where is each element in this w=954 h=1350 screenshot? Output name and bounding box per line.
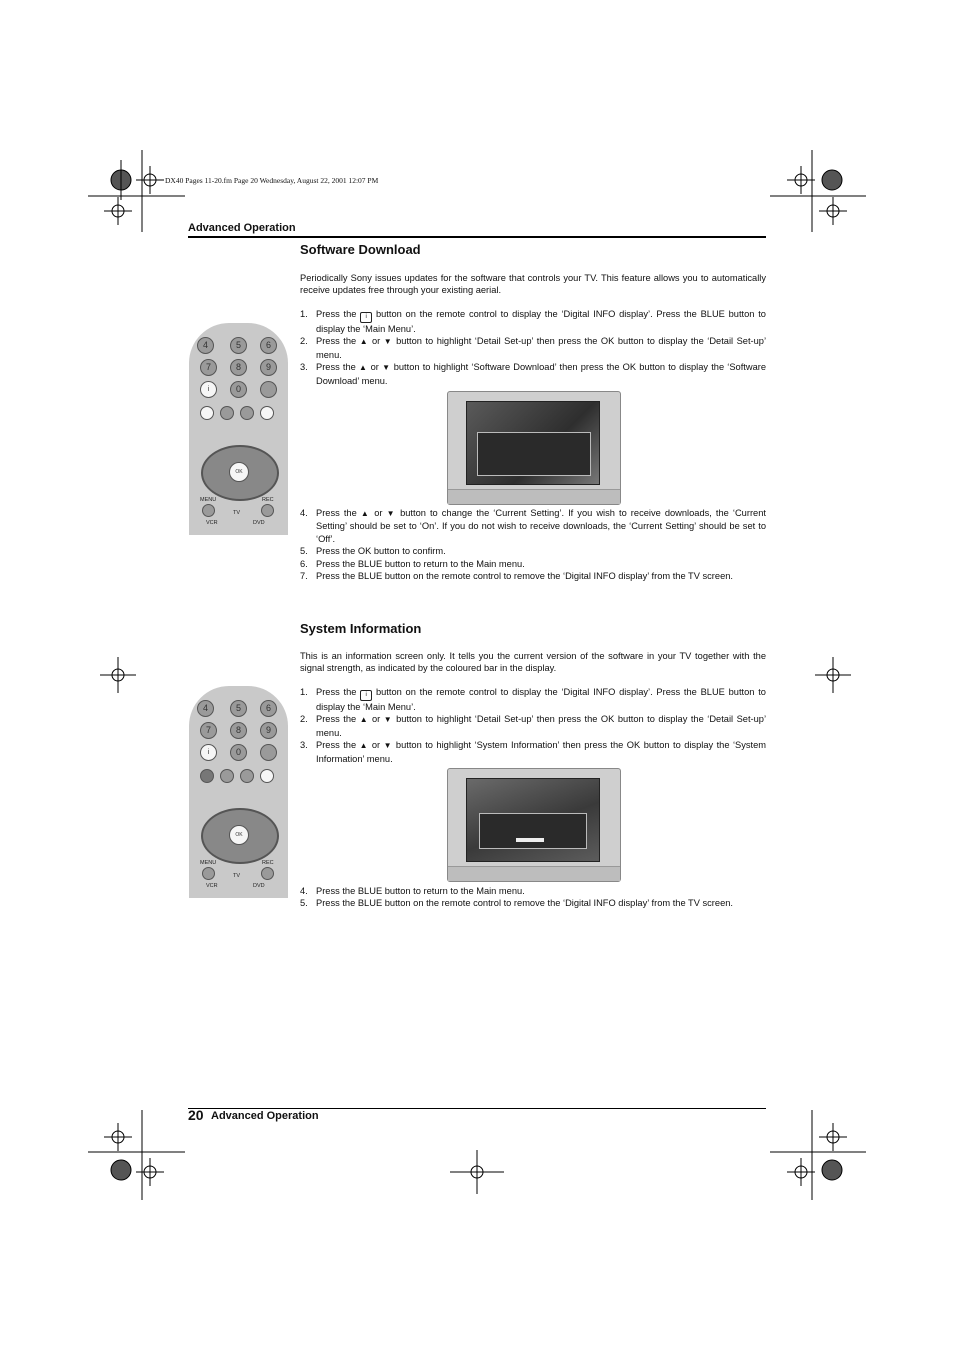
list-item: 5. Press the OK button to confirm. <box>300 546 446 557</box>
list-item: 5. Press the BLUE button on the remote control to remove the ‘Digital INFO display’ from the TV screen. <box>300 898 733 909</box>
list-item: 1. Press the i button on the remote control to display the ‘Digital INFO display’. Press the BLUE button to display the ‘Main Menu’. <box>300 687 766 712</box>
up-arrow-icon: ▲ <box>359 741 369 751</box>
list-item: 3. Press the ▲ or ▼ button to highlight ‘System Information’ then press the OK button to display the ‘System Information’ menu. <box>300 740 767 764</box>
up-arrow-icon: ▲ <box>359 337 369 347</box>
remote-button-0: 0 <box>230 744 247 761</box>
header-rule <box>188 236 766 238</box>
digital-info-icon: i <box>200 744 217 761</box>
file-info: DX40 Pages 11-20.fm Page 20 Wednesday, August 22, 2001 12:07 PM <box>165 176 379 185</box>
system-information-title: System Information <box>300 621 422 636</box>
down-arrow-icon: ▼ <box>382 363 391 373</box>
remote-button-7: 7 <box>200 359 217 376</box>
remote-button-0: 0 <box>230 381 247 398</box>
menu-label: MENU <box>200 860 217 866</box>
remote-button-return <box>260 381 277 398</box>
software-download-intro: Periodically Sony issues updates for the software that controls your TV. This feature allows you to automatically receive updates free through your existing aerial. <box>300 273 766 296</box>
down-arrow-icon: ▼ <box>383 337 393 347</box>
system-information-steps-b <box>300 885 766 910</box>
remote-button-yellow <box>240 406 254 420</box>
system-information-steps-a <box>300 686 766 765</box>
dvd-label: DVD <box>253 883 265 889</box>
remote-button-6: 6 <box>260 700 277 717</box>
digital-info-icon: i <box>360 312 372 323</box>
up-arrow-icon: ▲ <box>360 509 371 518</box>
tv-screen <box>466 778 600 862</box>
software-download-steps-a <box>300 308 766 387</box>
list-item: 2. Press the ▲ or ▼ button to highlight ‘Detail Set-up’ then press the OK button to display the ‘Detail Set-up’ menu. <box>300 336 767 360</box>
remote-button-6: 6 <box>260 337 277 354</box>
down-arrow-icon: ▼ <box>386 509 396 518</box>
list-item: 1. Press the i button on the remote control to display the ‘Digital INFO display’. Press the BLUE button to display the ‘Main Menu’. <box>300 309 766 334</box>
remote-button-menu <box>202 867 215 880</box>
list-item: 3. Press the ▲ or ▼ button to highlight ‘Software Download’ then press the OK button to display the ‘Software Download’ menu. <box>300 362 767 386</box>
remote-button-return <box>260 744 277 761</box>
section-label: Advanced Operation <box>188 222 296 234</box>
remote-button-menu <box>202 504 215 517</box>
remote-button-blue <box>260 406 274 420</box>
footer-section-label: Advanced Operation <box>211 1110 319 1122</box>
remote-button-red <box>200 406 214 420</box>
rec-label: REC <box>262 860 274 866</box>
menu-label: MENU <box>200 497 217 503</box>
vcr-label: VCR <box>206 520 218 526</box>
remote-button-green <box>220 406 234 420</box>
footer-rule <box>188 1108 766 1109</box>
tv-base <box>448 489 620 504</box>
list-item: 2. Press the ▲ or ▼ button to highlight ‘Detail Set-up’ then press the OK button to display the ‘Detail Set-up’ menu. <box>300 714 767 738</box>
remote-control-illustration <box>189 323 288 535</box>
ok-button-icon: OK <box>229 462 249 482</box>
software-download-title: Software Download <box>300 242 421 257</box>
remote-button-9: 9 <box>260 359 277 376</box>
ok-button-icon: OK <box>229 825 249 845</box>
tv-base <box>448 866 620 881</box>
remote-button-9: 9 <box>260 722 277 739</box>
tv-software-download-illustration <box>447 391 621 505</box>
remote-button-5: 5 <box>230 700 247 717</box>
list-item: 4. Press the BLUE button to return to the Main menu. <box>300 886 525 896</box>
software-download-menu <box>477 432 591 476</box>
list-item: 7. Press the BLUE button on the remote control to remove the ‘Digital INFO display’ from the TV screen. <box>300 571 733 582</box>
system-information-intro: This is an information screen only. It tells you the current version of the software in your TV together with the signal strength, as indicated by the coloured bar in the display. <box>300 651 766 674</box>
tv-screen <box>466 401 600 485</box>
remote-button-8: 8 <box>230 359 247 376</box>
system-information-menu <box>479 813 587 849</box>
remote-button-4: 4 <box>197 337 214 354</box>
remote-button-rec <box>261 504 274 517</box>
software-download-steps-b <box>300 507 766 582</box>
remote-button-8: 8 <box>230 722 247 739</box>
rec-label: REC <box>262 497 274 503</box>
down-arrow-icon: ▼ <box>383 715 393 725</box>
tv-system-information-illustration <box>447 768 621 882</box>
remote-button-red <box>200 769 214 783</box>
remote-button-yellow <box>240 769 254 783</box>
remote-button-7: 7 <box>200 722 217 739</box>
list-item: 6. Press the BLUE button to return to the Main menu. <box>300 558 525 569</box>
up-arrow-icon: ▲ <box>359 363 368 373</box>
vcr-label: VCR <box>206 883 218 889</box>
remote-button-4: 4 <box>197 700 214 717</box>
signal-strength-bar <box>516 838 544 842</box>
down-arrow-icon: ▼ <box>383 741 393 751</box>
list-item: 4. Press the ▲ or ▼ button to change the ‘Current Setting’. If you wish to receive downloads, the ‘Current Setting’ should be set to ‘On’. If you do not wish to receive downloads, the ‘Current Setting’ should be set to ‘Off’. <box>300 508 766 544</box>
page-number: 20 <box>188 1107 204 1123</box>
remote-button-green <box>220 769 234 783</box>
digital-info-icon: i <box>200 381 217 398</box>
remote-button-blue <box>260 769 274 783</box>
tv-label: TV <box>233 873 241 879</box>
dvd-label: DVD <box>253 520 265 526</box>
digital-info-icon: i <box>360 690 372 701</box>
remote-button-5: 5 <box>230 337 247 354</box>
remote-button-rec <box>261 867 274 880</box>
up-arrow-icon: ▲ <box>359 715 369 725</box>
remote-control-illustration <box>189 686 288 898</box>
tv-label: TV <box>233 510 241 516</box>
